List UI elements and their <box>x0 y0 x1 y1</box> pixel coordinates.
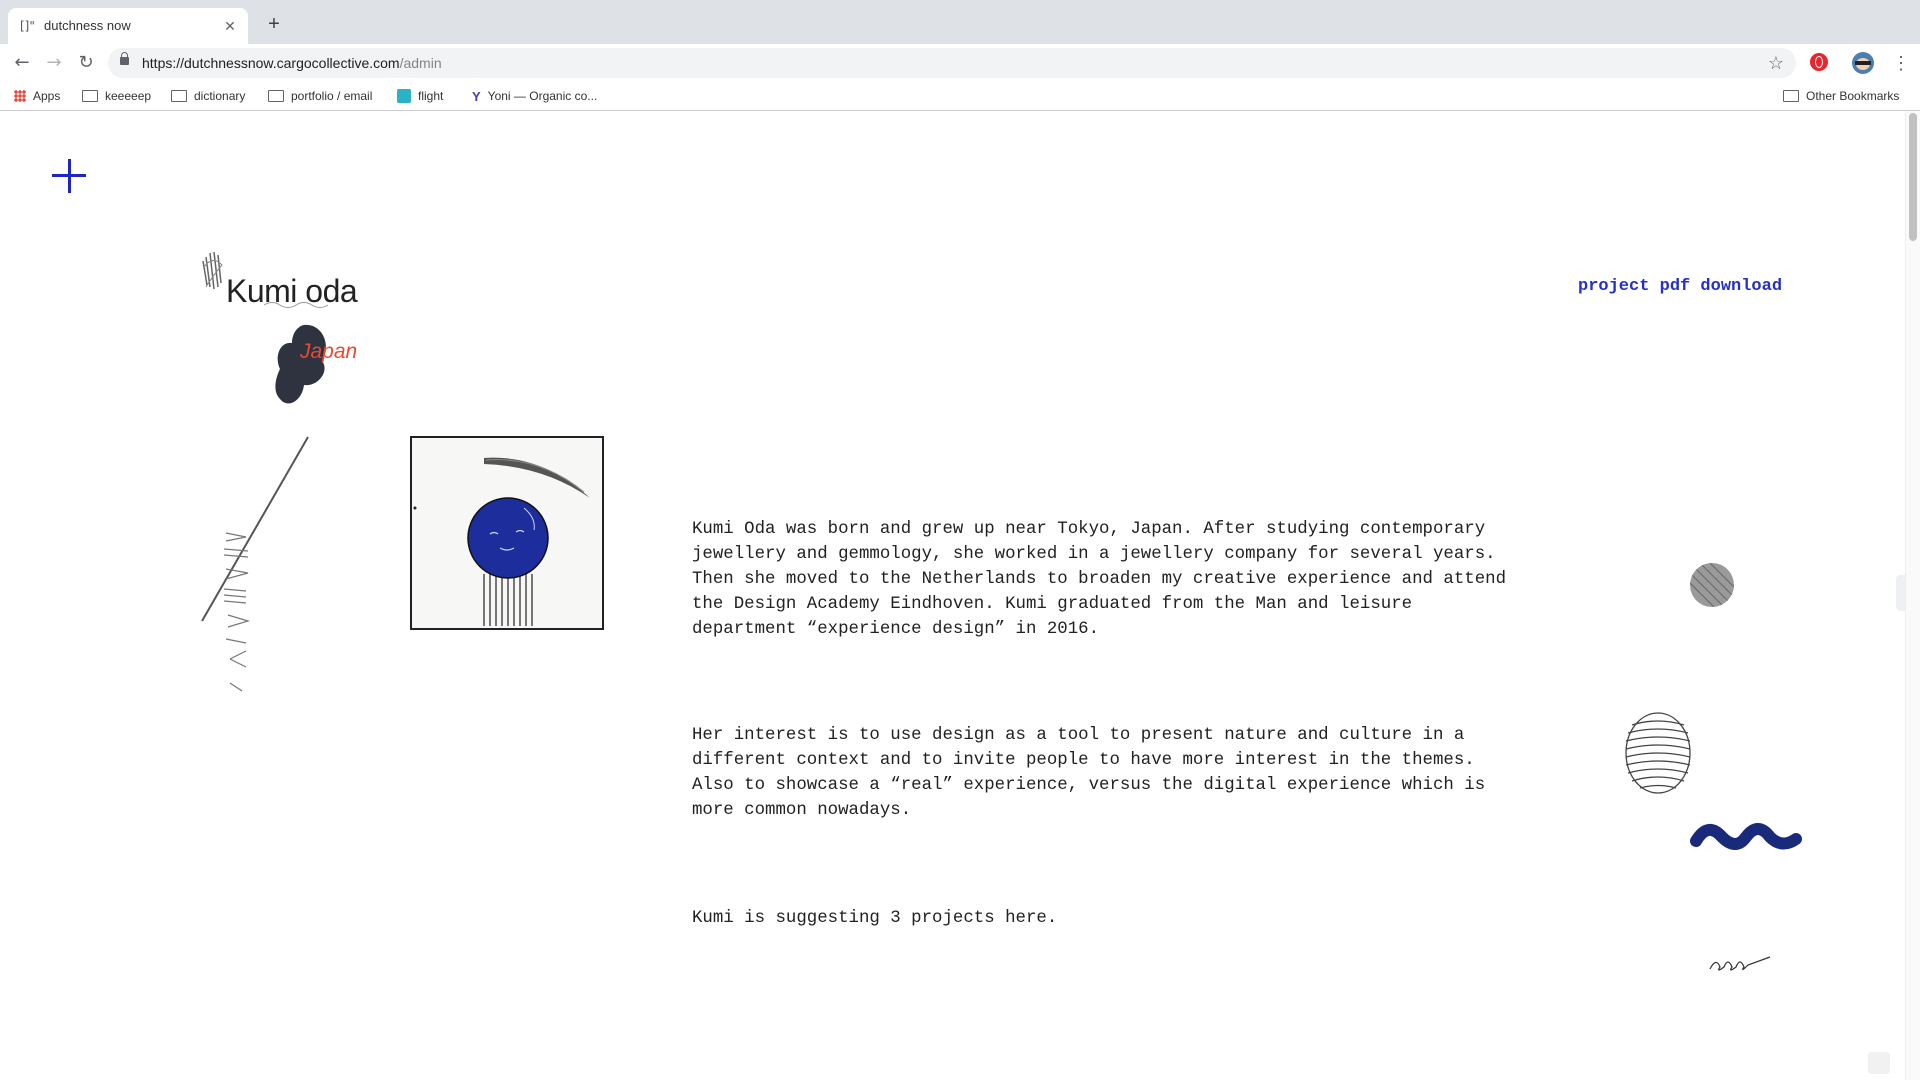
add-content-button[interactable] <box>52 159 86 193</box>
bookmark-apps[interactable] <box>14 82 60 110</box>
folder-icon <box>82 90 98 102</box>
bookmark-star-icon[interactable]: ☆ <box>1767 53 1784 73</box>
pencil-line-drawing-icon <box>196 433 316 733</box>
artist-illustration-image <box>410 436 604 630</box>
artist-name: Kumi oda <box>226 273 358 309</box>
page-scrollbar[interactable] <box>1905 111 1920 1080</box>
loop-scribble-icon <box>1706 947 1776 977</box>
scrollbar-thumb[interactable] <box>1909 113 1917 241</box>
tab-title: dutchness now <box>44 18 131 33</box>
bookmark-other[interactable] <box>1783 82 1899 110</box>
bookmark-label: flight <box>418 89 444 103</box>
bookmark-yoni[interactable] <box>472 82 597 110</box>
bookmarks-bar <box>0 82 1920 111</box>
bio-paragraph: Kumi is suggesting 3 projects here. <box>692 909 1058 928</box>
bookmark-label: keeeeep <box>105 89 152 103</box>
forward-button[interactable]: → <box>46 52 62 73</box>
yoni-site-icon: Y <box>472 88 481 104</box>
underline-scribble-icon <box>262 297 342 311</box>
folder-icon <box>1783 90 1799 102</box>
flight-site-icon <box>397 89 411 103</box>
project-pdf-download-link[interactable]: project pdf download <box>1578 277 1783 296</box>
back-button[interactable]: ← <box>14 52 30 73</box>
moon-character-illustration <box>412 438 602 628</box>
page-content <box>0 111 1920 1080</box>
bookmark-label: Yoni — Organic co... <box>487 89 598 103</box>
address-bar[interactable] <box>108 48 1796 78</box>
bookmark-label: dictionary <box>194 89 246 103</box>
opera-extension-icon[interactable] <box>1810 53 1828 71</box>
ink-blob-icon <box>270 321 334 411</box>
bio-paragraph: Kumi Oda was born and grew up near Tokyo, Japan. After studying contemporary jewellery and gemmology, she worked in a jewellery company for several years. Then she moved to the Netherlands to broaden my creative experience and attend the Design Academy Eindhoven. Kumi graduated from the Man and leisure department “experience design” in 2016. <box>692 520 1507 639</box>
bookmark-dictionary[interactable] <box>171 82 245 110</box>
bookmark-portfolio-email[interactable] <box>268 82 372 110</box>
new-tab-button[interactable]: + <box>268 13 280 35</box>
bookmark-keeeeep[interactable] <box>82 82 151 110</box>
reload-button[interactable]: ↻ <box>78 52 94 73</box>
close-tab-icon[interactable]: ✕ <box>224 18 236 34</box>
artist-country: Japan <box>300 340 358 363</box>
browser-menu-icon[interactable]: ⋮ <box>1892 53 1910 73</box>
hatched-circle-icon <box>1688 561 1738 611</box>
url-host: https://dutchnessnow.cargocollective.com <box>142 55 400 71</box>
bookmark-label: portfolio / email <box>291 89 373 103</box>
bio-paragraph: Her interest is to use design as a tool to present nature and culture in a different context and to invite people to have more interest in the themes. Also to showcase a “real” experience, versus the digital experience which is more common nowadays. <box>692 726 1486 820</box>
browser-toolbar <box>0 44 1920 82</box>
bookmark-flight[interactable] <box>397 82 443 110</box>
blue-wave-stroke-icon <box>1688 817 1802 857</box>
bookmark-label: Other Bookmarks <box>1806 89 1900 103</box>
folder-icon <box>171 90 187 102</box>
apps-grid-icon <box>14 90 26 102</box>
corner-widget[interactable] <box>1868 1052 1890 1074</box>
bookmark-label: Apps <box>33 89 61 103</box>
browser-tab[interactable] <box>8 8 248 44</box>
url-text[interactable] <box>142 48 442 78</box>
tab-strip <box>0 0 1920 44</box>
page-favicon-icon: []" <box>20 19 35 33</box>
folder-icon <box>268 90 284 102</box>
pencil-scribble-icon <box>198 247 228 297</box>
url-path: /admin <box>399 55 442 71</box>
lock-icon[interactable] <box>120 57 129 66</box>
striped-oval-icon <box>1624 711 1694 795</box>
profile-avatar[interactable] <box>1852 52 1874 74</box>
